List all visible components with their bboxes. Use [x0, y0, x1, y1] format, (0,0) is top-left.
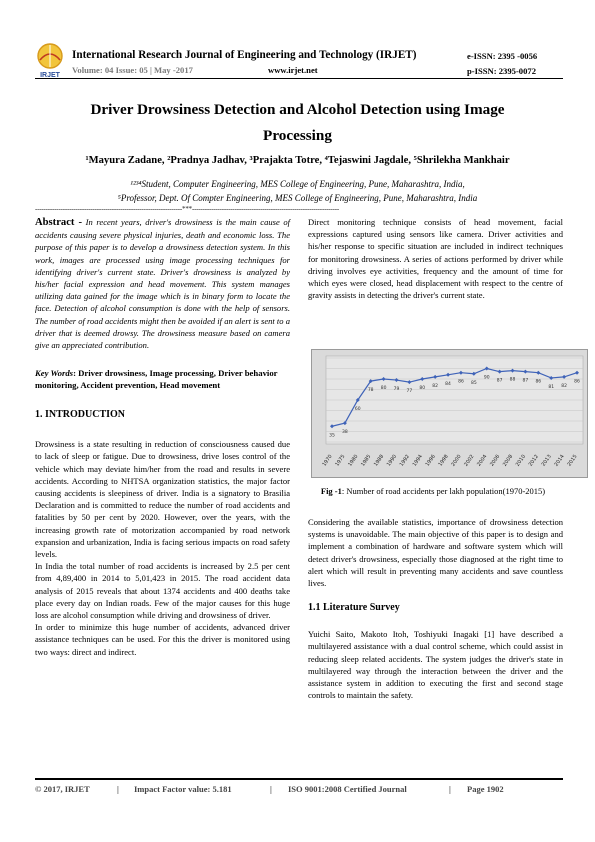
right-paragraph-1: Direct monitoring technique consists of head movement, facial expressions captured using sensors like camera. Driver activities and his/her response to specific situation are included in indirect techniques for monitoring drowsiness. A series of actions performed by driver while driving involves eye activities, frequency and the amount of time for which eyes were closed, head displacement with respect to the centre of gravity assists in detecting the driver's current state.: [308, 217, 563, 301]
figure-caption: [318, 485, 548, 497]
x-tick-label: 2010: [514, 453, 528, 468]
footer-sep-1: |: [117, 784, 119, 794]
footer-sep-3: |: [449, 784, 451, 794]
data-label: 86: [574, 379, 580, 385]
pissn: p-ISSN: 2395-0072: [467, 66, 536, 76]
x-tick-label: 1980: [347, 453, 360, 468]
footer-impact: Impact Factor value: 5.181: [134, 784, 232, 794]
x-tick-label: 1975: [334, 453, 347, 468]
x-tick-label: 1994: [411, 453, 424, 468]
abstract-label: Abstract -: [35, 217, 83, 228]
keywords-text: : Driver drowsiness, Image processing, Driver behavior monitoring, Accident prevention, Head movement: [35, 368, 278, 391]
data-label: 38: [342, 430, 348, 436]
footer-copyright: © 2017, IRJET: [35, 784, 90, 794]
data-label: 80: [380, 386, 387, 391]
data-label: 35: [329, 433, 335, 439]
data-label: 79: [393, 387, 400, 393]
x-tick-label: 2012: [527, 453, 540, 468]
keywords: [35, 367, 290, 391]
x-tick-label: 2008: [501, 453, 515, 468]
data-label: 78: [367, 388, 374, 394]
caption-label: Fig -1: [320, 486, 342, 496]
footer-sep-2: |: [270, 784, 272, 794]
accidents-line-chart: [312, 350, 587, 477]
caption-text: : Number of road accidents per lakh population(1970-2015): [341, 486, 546, 496]
x-tick-label: 1970: [321, 453, 334, 468]
affiliation-students: ¹²³⁴Student, Computer Engineering, MES College of Engineering, Pune, Maharashtra, India,: [130, 179, 465, 189]
footer-page: Page 1902: [467, 784, 504, 794]
data-label: 85: [470, 380, 477, 386]
svg-text:IRJET: IRJET: [40, 72, 60, 79]
intro-paragraph-1: Drowsiness is a state resulting in reduction of consciousness caused due to lack of sleep or fatigue. Due to drowsiness, drive loses control of the vehicle which may deviate him/her from the road and results in severe accidents. According to NHTSA organization statistics, the major factor causing accidents is sleepiness of driver. India is a signatory to Brasilia Declaration and is committed to reduce the number of road accidents and fatalities by 50 per cent by 2020. However, over the years, with the increasing growth rate of motorization accompanied by road network expansion and urbanization, India is facing serious impacts on road safety levels.: [35, 439, 290, 560]
intro-paragraph-3: In order to minimize this huge number of accidents, advanced driver assistance techniques can be used. For this the driver is monitored using two ways: direct and indirect.: [35, 622, 290, 657]
intro-heading: 1. INTRODUCTION: [35, 409, 126, 421]
right-paragraph-2: Considering the available statistics, importance of drowsiness detection systems is unavoidable. The main objective of this paper is to design and implement a combination of hardware and software system which will detect driver's drowsiness, especially those diagnosed at the right time to alert which will result in preventing many accidents and save countless lives.: [308, 517, 563, 589]
abstract: [35, 216, 290, 351]
data-label: 80: [419, 386, 426, 391]
paper-title-line1: Driver Drowsiness Detection and Alcohol Detection using Image: [90, 101, 505, 118]
authors: ¹Mayura Zadane, ²Pradnya Jadhav, ³Prajakta Totre, ⁴Tejaswini Jagdale, ⁵Shrilekha Mankhair: [85, 155, 510, 166]
x-tick-label: 1985: [360, 453, 373, 468]
header: [0, 0, 595, 80]
literature-paragraph: Yuichi Saito, Makoto Itoh, Toshiyuki Inagaki [1] have described a multilayered assistance with a dual control scheme, which could assist in reducing sleep related accidents. The system judges the driver's state in multilayered way through the interaction between the driver and the assistance system in addition to executing the first and second stage controls to maintain the safety.: [308, 629, 563, 701]
literature-heading: 1.1 Literature Survey: [308, 602, 400, 614]
data-label: 87: [496, 378, 503, 384]
affiliation-professor: ⁵Professor, Dept. Of Compter Engineering, MES College of Engineering, Pune, Maharashtra, India: [117, 193, 478, 203]
abstract-text: In recent years, driver's drowsiness is the main cause of accidents causing severe physical injuries, death and economic loss. The purpose of this paper is to develop a drowsiness detection system. In this work, images are processed using image processing techniques for identifying driver's current state. Driver's drowsiness is analyzed by his/her facial expression and head movement. This system manages utilizing data gained for the image which is in binary form to locate the face. Detection of alcohol consumption is done with the help of sensors. The number of road accidents might then be avoided if an alert is sent to a driver that is deemed drowsy. The drowsiness measure based on camera give an appreciated contribution.: [35, 217, 290, 351]
left-column: [35, 216, 290, 658]
x-tick-label: 1988: [372, 453, 386, 468]
intro-paragraph-2: In India the total number of road accidents is increased by 2.5 per cent from 4,89,400 in 2014 to 5,01,423 in 2015. The road accident data analysis of 2015 reveals that about 1374 accidents and 400 deaths take place every day on Indian roads. Few of the major causes for this huge loss are alcohol consumption while driving and drowsiness of driver.: [35, 561, 290, 621]
data-label: 77: [406, 389, 413, 395]
paper-title-line2: Processing: [263, 127, 332, 144]
data-label: 82: [432, 383, 439, 389]
data-label: 86: [458, 379, 464, 385]
x-tick-label: 1998: [437, 453, 450, 468]
x-tick-label: 2004: [476, 453, 489, 468]
x-tick-label: 1990: [385, 453, 399, 468]
keywords-label: Key Words: [35, 368, 74, 379]
footer-rule: [35, 778, 563, 780]
section-separator: ---------------------------------------------------------------------***---------------------------------------------------------------------: [35, 205, 339, 213]
x-tick-label: 2013: [540, 453, 553, 468]
accidents-chart: [311, 349, 588, 478]
right-column-lower: [308, 516, 563, 701]
footer-iso: ISO 9001:2008 Certified Journal: [288, 784, 407, 794]
x-tick-label: 2014: [553, 453, 566, 468]
header-rule: [35, 78, 563, 79]
x-tick-label: 1996: [424, 453, 437, 468]
x-tick-label: 2000: [450, 453, 463, 468]
x-tick-label: 2006: [489, 453, 502, 468]
website[interactable]: www.irjet.net: [268, 65, 318, 75]
data-label: 60: [354, 407, 361, 412]
data-label: 88: [509, 377, 516, 383]
data-label: 84: [445, 381, 451, 387]
volume-info: Volume: 04 Issue: 05 | May -2017: [72, 65, 193, 75]
eissn: e-ISSN: 2395 -0056: [467, 51, 538, 61]
journal-title: International Research Journal of Engineering and Technology (IRJET): [72, 49, 417, 61]
x-tick-label: 2002: [463, 453, 476, 468]
right-column: [308, 216, 563, 301]
x-tick-label: 2015: [566, 453, 579, 468]
data-label: 82: [561, 383, 567, 389]
data-label: 86: [535, 379, 542, 385]
data-label: 90: [483, 375, 490, 381]
data-label: 87: [522, 378, 529, 384]
data-label: 81: [548, 384, 555, 390]
x-tick-label: 1992: [398, 453, 412, 468]
irjet-logo-icon: [35, 42, 65, 80]
